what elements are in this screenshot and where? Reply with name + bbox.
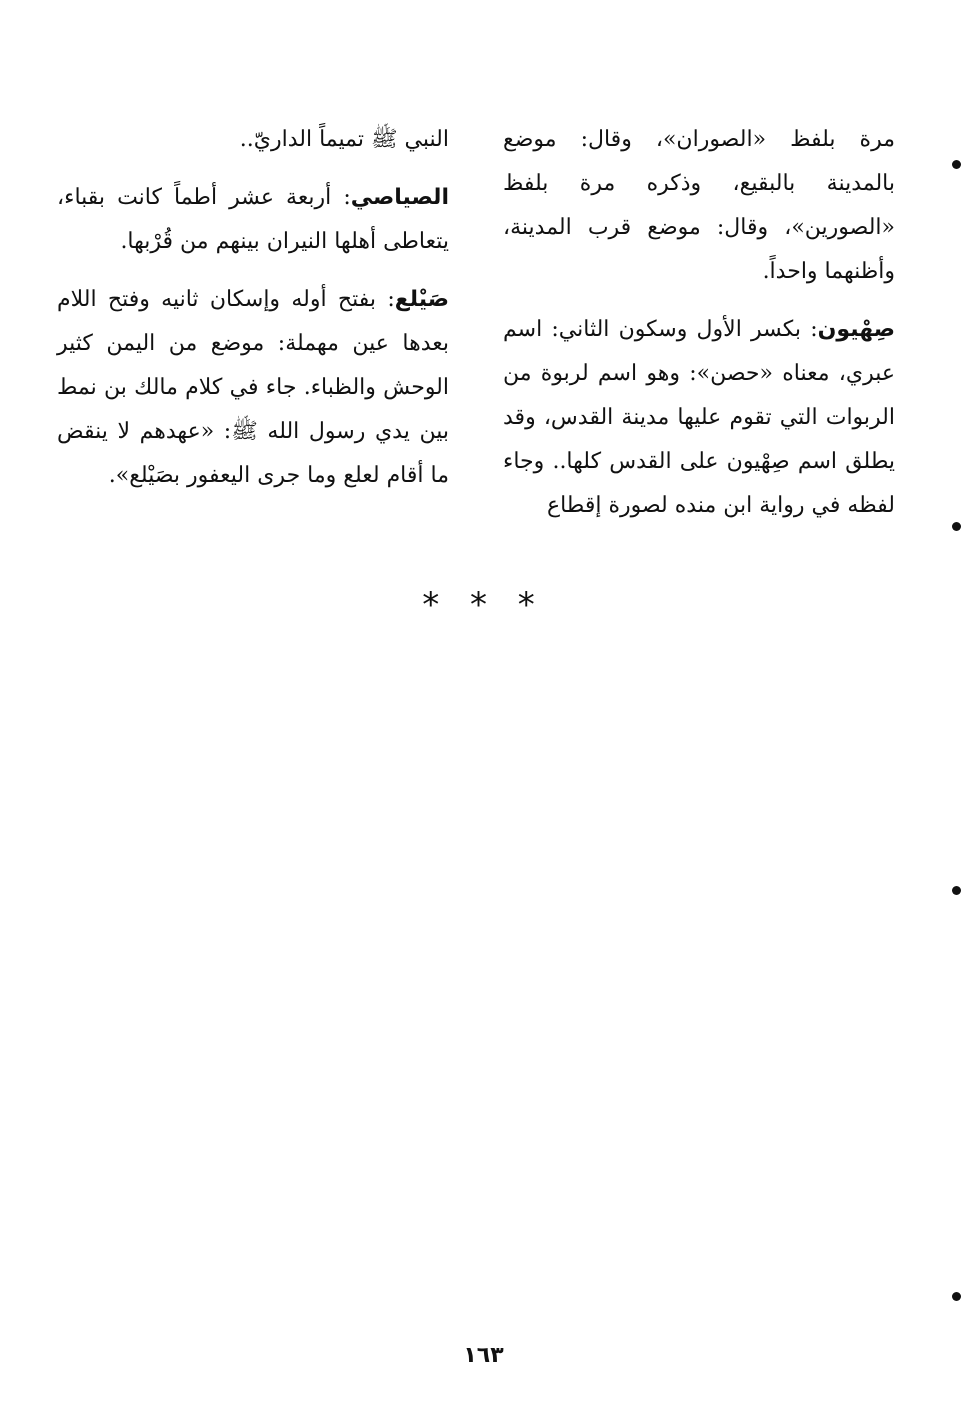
entry-headword: صَيْلع xyxy=(394,287,449,312)
entry-headword: صِهْيون xyxy=(817,317,895,342)
right-text-column xyxy=(503,118,895,542)
left-text-column xyxy=(57,118,449,512)
entry-headword: الصياصي xyxy=(350,185,449,210)
margin-dot-icon xyxy=(952,522,961,531)
entry-body: : بفتح أوله وإسكان ثانيه وفتح اللام بعدها عين مهملة: موضع من اليمن كثير الوحش والظباء. جاء في كلام مالك بن نمط بين يدي رسول الله ﷺ: «عهدهم لا ينقض ما أقام لعلع وما جرى اليعفور بصَيْلع». xyxy=(57,287,449,488)
entry-body: : بكسر الأول وسكون الثاني: اسم عبري، معناه «حصن»: وهو اسم لربوة من الربوات التي تقوم عليها مدينة القدس، وقد يطلق اسم صِهْيون على القدس كلها.. وجاء لفظه في رواية ابن منده لصورة إقطاع xyxy=(503,317,895,518)
margin-dot-icon xyxy=(952,886,961,895)
entry-body: النبي ﷺ تميماً الداريّ.. xyxy=(239,127,449,152)
margin-dot-icon xyxy=(952,1292,961,1301)
page-number: ١٦٣ xyxy=(463,1343,504,1368)
entry-sahyun xyxy=(503,308,895,528)
entry-continuation-tamim xyxy=(57,118,449,162)
entry-sayla xyxy=(57,278,449,498)
entry-body: : أربعة عشر أطماً كانت بقباء، يتعاطى أهلها النيران بينهم من قُرْبها. xyxy=(57,185,449,254)
margin-dot-icon xyxy=(952,160,961,169)
section-separator: * * * xyxy=(422,585,545,625)
entry-sayasi xyxy=(57,176,449,264)
entry-body: مرة بلفظ «الصوران»، وقال: موضع بالمدينة بالبقيع، وذكره مرة بلفظ «الصورين»، وقال: موضع قرب المدينة، وأظنهما واحداً. xyxy=(503,127,895,284)
entry-continuation-sawran xyxy=(503,118,895,294)
